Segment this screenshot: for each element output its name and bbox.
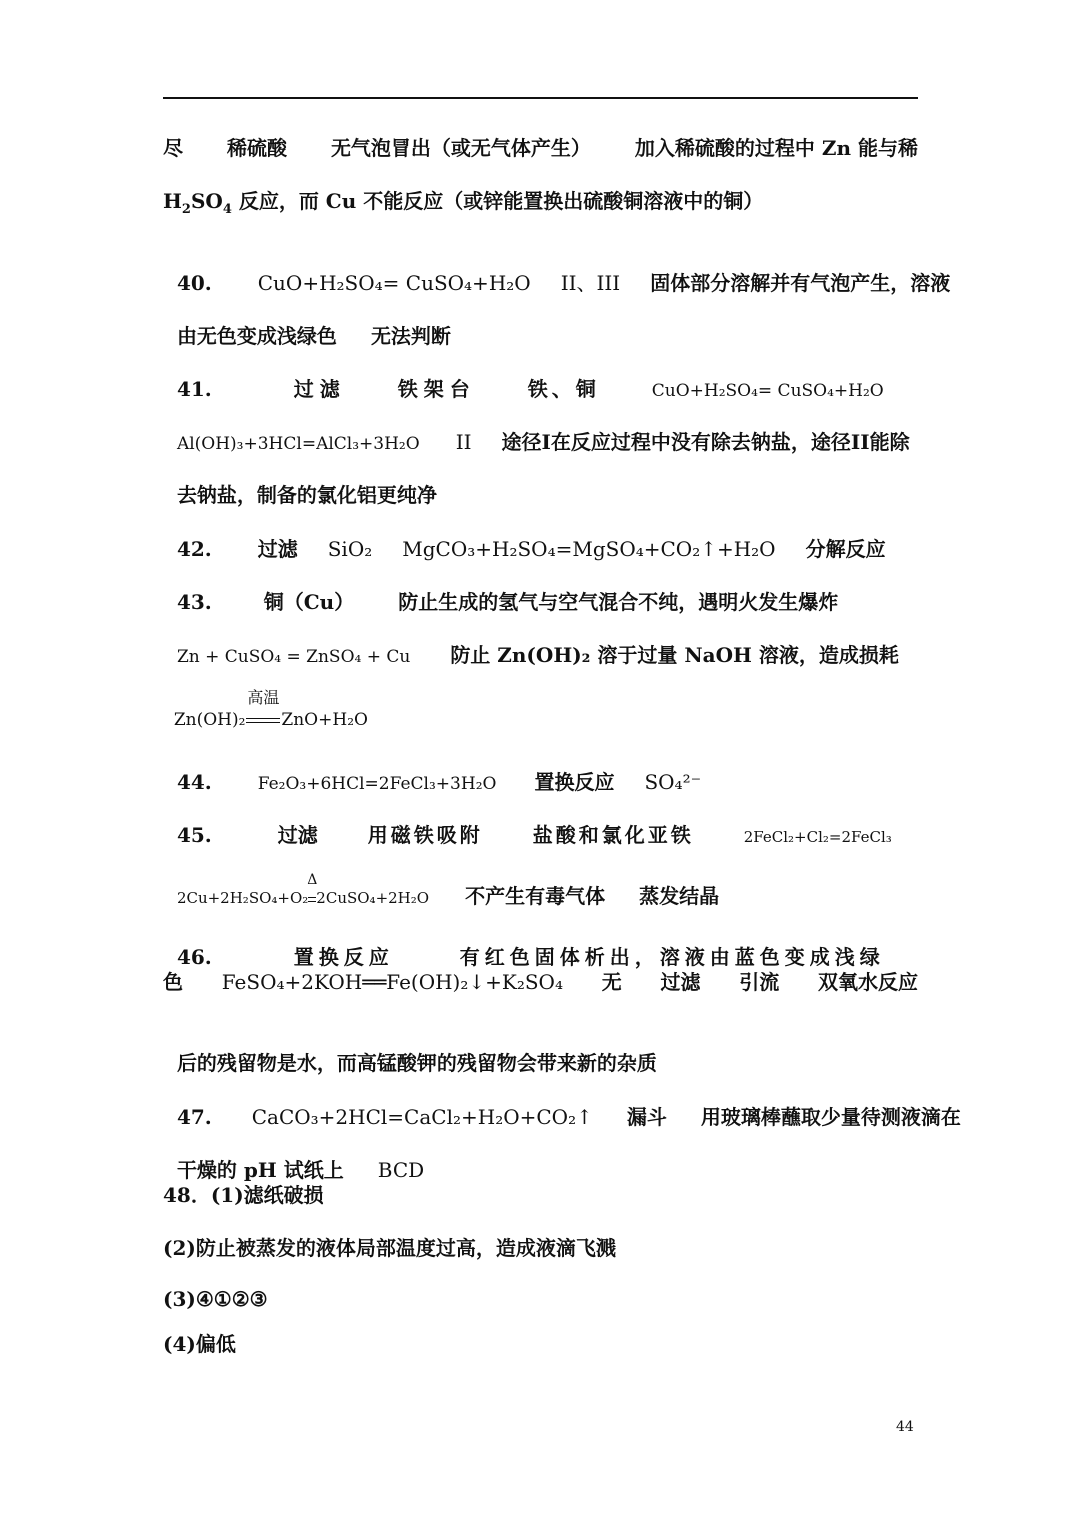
text: 稀硫酸: [226, 136, 287, 160]
equation: CuO+H₂SO₄= CuSO₄+H₂O: [651, 381, 884, 401]
question-number: 46.: [176, 945, 212, 969]
text: (4)偏低: [163, 1332, 236, 1356]
subscript: 4: [222, 202, 232, 217]
text: 过滤: [277, 823, 318, 847]
answer-41-line-2: [163, 400, 910, 458]
text: 加入稀硫酸的过程中 Zn 能与稀: [634, 136, 918, 160]
reaction-condition-arrow: [307, 872, 318, 912]
text: 尽: [163, 136, 183, 160]
answer-42: [163, 507, 886, 563]
answer-48-part-3: [163, 1285, 268, 1313]
answer-39-line-2: [163, 187, 763, 215]
equation-left: Zn(OH)₂: [173, 710, 246, 730]
text: 漏斗: [626, 1105, 667, 1129]
text: 后的残留物是水，而高锰酸钾的残留物会带来新的杂质: [176, 1051, 657, 1075]
text: 途径I在反应过程中没有除去钠盐，途径II能除: [501, 430, 910, 454]
equation: CaCO₃+2HCl=CaCl₂+H₂O+CO₂↑: [251, 1105, 593, 1129]
equation: FeSO₄+2KOH══Fe(OH)₂↓+K₂SO₄: [221, 970, 563, 994]
text: 用磁铁吸附: [367, 823, 483, 847]
equation: Zn + CuSO₄ = ZnSO₄ + Cu: [176, 647, 411, 667]
ion: SO₄²⁻: [644, 770, 702, 794]
text: 防止 Zn(OH)₂ 溶于过量 NaOH 溶液，造成损耗: [450, 643, 899, 667]
text: 干燥的 pH 试纸上: [176, 1158, 344, 1182]
question-number: 42.: [176, 537, 212, 561]
text: 无气泡冒出（或无气体产生）: [330, 136, 591, 160]
double-line: [246, 718, 280, 723]
answer-46-line-3: [163, 1021, 657, 1077]
text: 固体部分溶解并有气泡产生，溶液: [650, 271, 951, 295]
condition-label: 高温: [247, 688, 280, 707]
answer-47-line-1: [163, 1075, 961, 1131]
answer-43-line-3: [163, 678, 368, 734]
answer-40-line-2: [163, 294, 451, 350]
answer-48-part-2: [163, 1234, 616, 1262]
answer-48-part-4: [163, 1330, 236, 1358]
answer-46-line-1: [163, 915, 885, 971]
text: 由无色变成浅绿色: [176, 324, 337, 348]
equation: Al(OH)₃+3HCl=AlCl₃+3H₂O: [176, 434, 420, 454]
formula: SiO₂: [327, 537, 373, 561]
text: 置换反应: [293, 945, 394, 969]
text: 不产生有毒气体: [465, 884, 606, 908]
question-number: 47.: [176, 1105, 212, 1129]
question-number: 44.: [176, 770, 212, 794]
text: (2)防止被蒸发的液体局部温度过高，造成液滴飞溅: [163, 1236, 616, 1260]
page-number: 44: [896, 1419, 914, 1435]
reaction-condition-arrow: [245, 688, 281, 734]
answer-41-line-1: [163, 347, 884, 405]
answer-43-line-2: [163, 613, 899, 671]
answer-41-line-3: [163, 453, 437, 509]
subscript: 2: [181, 202, 191, 217]
double-line: [308, 897, 316, 902]
equation: MgCO₃+H₂SO₄=MgSO₄+CO₂↑+H₂O: [402, 537, 776, 561]
text: 色: [163, 970, 183, 994]
text: 过滤: [257, 537, 298, 561]
text: SO: [190, 189, 223, 213]
equation: CuO+H₂SO₄= CuSO₄+H₂O: [257, 271, 531, 295]
equation: [176, 872, 430, 907]
text: 盐酸和氯化亚铁: [532, 823, 694, 847]
answer-40-line-1: [163, 241, 950, 297]
text: 蒸发结晶: [639, 884, 720, 908]
equation: Fe₂O₃+6HCl=2FeCl₃+3H₂O: [257, 774, 497, 794]
equation: 2FeCl₂+Cl₂=2FeCl₃: [743, 828, 892, 846]
text: 用玻璃棒蘸取少量待测液滴在: [700, 1105, 961, 1129]
text: 有红色固体析出，溶液由蓝色变成浅绿: [459, 945, 885, 969]
text: 反应，而 Cu 不能反应（或锌能置换出硫酸铜溶液中的铜）: [231, 189, 764, 213]
text: 无法判断: [370, 324, 451, 348]
answer-46-line-2: [163, 968, 918, 996]
equation-right: ZnO+H₂O: [281, 710, 368, 730]
answer-45-line-2: [163, 854, 719, 912]
text: 分解反应: [805, 537, 886, 561]
text: 铁架台: [397, 377, 476, 401]
answer-39-line-1: [163, 134, 918, 162]
text: 铜（Cu）: [263, 590, 355, 614]
text: BCD: [377, 1158, 425, 1182]
question-number: 45.: [176, 823, 212, 847]
text: II: [455, 430, 472, 454]
answer-45-line-1: [163, 793, 892, 851]
text: 过滤: [660, 970, 701, 994]
text: 过滤: [293, 377, 346, 401]
text: 48．(1)滤纸破损: [163, 1183, 324, 1207]
answer-44: [163, 740, 701, 798]
text: 引流: [739, 970, 780, 994]
text: 铁、铜: [527, 377, 600, 401]
text: 防止生成的氢气与空气混合不纯，遇明火发生爆炸: [398, 590, 839, 614]
equation-right: 2CuSO₄+2H₂O: [316, 889, 430, 907]
text: II、III: [560, 271, 621, 295]
answer-43-line-1: [163, 560, 838, 616]
text: 双氧水反应: [817, 970, 918, 994]
question-number: 41.: [176, 377, 212, 401]
text: 去钠盐，制备的氯化铝更纯净: [176, 483, 437, 507]
answer-48-part-1: [163, 1181, 324, 1209]
text: (3)④①②③: [163, 1287, 268, 1311]
text: 置换反应: [534, 770, 615, 794]
equation-left: 2Cu+2H₂SO₄+O₂: [176, 889, 309, 907]
condition-label: Δ: [307, 872, 318, 888]
question-number: 43.: [176, 590, 212, 614]
header-rule: [163, 97, 918, 99]
text: 无: [601, 970, 622, 994]
question-number: 40.: [176, 271, 212, 295]
text: H: [163, 189, 182, 213]
answer-47-line-2: [163, 1128, 424, 1184]
